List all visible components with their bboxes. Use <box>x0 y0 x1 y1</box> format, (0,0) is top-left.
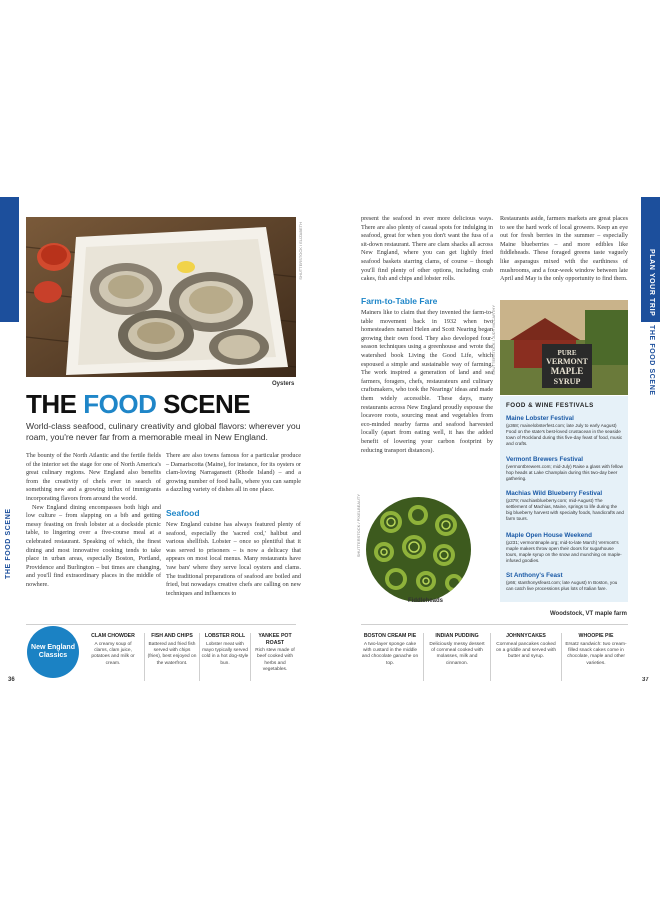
classic-name: YANKEE POT ROAST <box>258 633 292 646</box>
seafood-heading: Seafood <box>166 508 200 518</box>
maple-sign-line1: PURE <box>557 349 577 357</box>
side-tab-section: PLAN YOUR TRIP <box>648 249 655 317</box>
festival-name: Maple Open House Weekend <box>506 532 592 539</box>
title-part1: THE <box>26 389 84 419</box>
classic-name: JOHNNYCAKES <box>506 633 546 639</box>
classic-desc: Cornmeal pancakes cooked on a griddle and served with butter and syrup. <box>496 641 556 660</box>
classic-item <box>252 633 298 674</box>
page-number-left: 36 <box>8 677 15 683</box>
festival-item <box>506 415 624 447</box>
classic-name: LOBSTER ROLL <box>204 633 246 639</box>
festival-item <box>506 490 624 522</box>
festival-name: St Anthony's Feast <box>506 572 563 579</box>
festival-item <box>506 572 624 592</box>
maple-farm-photo <box>500 300 628 395</box>
maple-sign-line4: SYRUP <box>553 377 581 386</box>
classic-item <box>147 633 197 667</box>
maple-sign-line2: VERMONT <box>546 357 588 366</box>
farm-text: Mainers like to claim that they invented the farm-to-table movement back in 1932 when two homesteaders named Helen and Scott Nearing began growing their own food. They also developed four-season techniques using a greenhouse and wrote the watershed book Living the Good Life, which espoused a simple and sustainable way of farming. The work inspired a generation of land and sea farmers, foragers, chefs, restaurateurs and culinary craftsmakers, who took the Nearings' ideas and made them widely accessible. These days, many restaurants across New England proudly espouse the locavore roots, sourcing meat and vegetables from eco-minded nearby farms and seafood harvested locally (apart from eating well, it has the added benefit of lowering your carbon footprint by reducing transport distances). <box>361 309 493 454</box>
maple-caption: Woodstock, VT maple farm <box>550 611 627 617</box>
classic-divider <box>490 633 491 681</box>
side-tab-chapter: THE FOOD SCENE <box>5 508 12 579</box>
oysters-image <box>26 217 296 377</box>
classic-name: FISH AND CHIPS <box>151 633 193 639</box>
festival-detail: (p368; mainelobsterfest.com; late July to early August) Food on the state's best-loved crustacean in the seaside town of Rockland during this five-day feast of food, music and crafts. <box>506 422 623 446</box>
oysters-photo <box>26 217 296 377</box>
right-side-tab <box>641 197 660 677</box>
maple-sign-line3: MAPLE <box>550 366 584 376</box>
side-tab-highlight <box>0 197 19 322</box>
classic-item <box>361 633 419 667</box>
page-title <box>26 389 250 420</box>
festivals-heading: FOOD & WINE FESTIVALS <box>506 402 594 409</box>
classic-desc: Ersatz sandwich: two cream-filled snack cakes come in chocolate, maple and other varieties. <box>565 641 627 666</box>
oysters-photo-credit: SHUTTERSTOCK / ELIZABETH <box>298 222 303 280</box>
classic-desc: Lobster meat with mayo typically served cold in a hot dog-style bun. <box>201 641 249 666</box>
classic-desc: Deliciously messy dessert of cornmeal cooked with molasses, milk and cinnamon. <box>429 641 485 666</box>
classic-name: WHOOPIE PIE <box>578 633 614 639</box>
classic-item <box>200 633 250 667</box>
classic-item <box>565 633 627 667</box>
festival-detail: (p66; stanthonysfeast.com; late August) In Boston, you can catch live processions plus lots of Italian fare. <box>506 579 618 591</box>
classic-divider <box>561 633 562 681</box>
title-accent: FOOD <box>83 389 157 419</box>
text-column-1 <box>26 452 161 590</box>
classic-divider <box>423 633 424 681</box>
fiddleheads-image <box>366 497 471 602</box>
title-part2: SCENE <box>156 389 251 419</box>
festival-name: Vermont Brewers Festival <box>506 456 583 463</box>
classics-rule-right <box>361 624 628 625</box>
side-tab-chapter: THE FOOD SCENE <box>648 325 655 396</box>
side-tab-section: PLAN YOUR TRIP <box>5 414 12 482</box>
classics-badge: New England Classics <box>27 626 79 678</box>
fiddleheads-photo <box>366 497 471 602</box>
classic-desc: Battered and fried fish served with chips (fries), best enjoyed on the waterfront. <box>147 641 197 666</box>
festival-detail: (vermontbrewers.com; mid-July) Raise a glass with fellow hop heads at Lake Champlain during this two-day beer gathering. <box>506 463 623 481</box>
classic-desc: A two-layer sponge cake with custard in the middle and chocolate ganache on top. <box>361 641 419 666</box>
maple-farm-image <box>500 300 628 395</box>
maple-photo-credit: SHUTTERSTOCK / JUDY MCCARTHY <box>491 305 496 376</box>
classic-name: BOSTON CREAM PIE <box>363 633 417 639</box>
classic-name: CLAM CHOWDER <box>91 633 135 639</box>
text-column-2 <box>166 452 301 495</box>
festival-name: Machias Wild Blueberry Festival <box>506 490 603 497</box>
text-column-4: Restaurants aside, farmers markets are great places to see the hard work of local growers. Keep an eye out for fresh berries in the summer – especially Maine blueberries – and more edibles like fiddleheads. These foraged greens taste vaguely like asparagus mixed with the earthiness of mushrooms, and a four-week window between late April and May is the only opportunity to find them. <box>500 215 628 283</box>
classic-desc: A creamy soup of clams, clam juice, potatoes and milk or cream. <box>91 641 135 666</box>
seafood-text: New England cuisine has always featured plenty of seafood, especially the 'sacred cod,' halibut and various shellfish. Lobster – once so plentiful that it was served to prisoners – is now a delicacy that appears on most local menus. Many restaurants have 'raw bars' where they serve local oysters and clams. The traditional preparations of seafood are boiled and fried, but nowadays creative chefs are calling on new techniques and influences to <box>166 521 301 597</box>
fiddleheads-photo-credit: SHUTTERSTOCK / PIXELBEAUTY <box>356 494 361 558</box>
col1-paragraph: New England dining encompasses both high and low culture – from slapping on a bib and getting messy feasting on fresh lobster at a dockside picnic table, to lingering over a five-course meal at a celebrated restaurant. Speaking of which, the finest dining and most innovative cooking tends to take place in urban areas, especially Boston, Portland, Providence and Burlington – but times are changing, and you'll find extraordinary places in the middle of nowhere. <box>26 503 161 588</box>
classic-desc: Rich stew made of beef cooked with herbs and vegetables. <box>255 648 295 673</box>
festival-detail: (p379; machiasblueberry.com; mid-August) The settlement of Machias, Maine, springs to life during the big blueberry harvest with specialty foods, handicrafts and farm tours. <box>506 497 624 521</box>
classic-divider <box>250 633 251 681</box>
classic-divider <box>144 633 145 681</box>
fiddleheads-caption: Fiddleheads <box>408 598 444 604</box>
classic-item <box>428 633 486 667</box>
farm-heading: Farm-to-Table Fare <box>361 296 438 306</box>
festival-detail: (p231; vermontmaple.org; mid-to-late March) Vermont's maple makers throw open their doors for sugarhouse tours, maple syrup on the snow and munching on maple-infused goodies. <box>506 539 622 563</box>
col1-paragraph: The bounty of the North Atlantic and the fertile fields of the interior set the stage for one of North America's great culinary regions. New England also benefits from the creativity of chefs ever in search of something new and a growing influx of immigrants incorporating flavors from around the world. <box>26 452 161 502</box>
festivals-box <box>500 396 628 602</box>
classics-rule <box>26 624 296 625</box>
festival-item <box>506 532 624 564</box>
intro-text: World-class seafood, culinary creativity and global flavors: wherever you roam, you're never far from a memorable meal in New England. <box>26 421 301 442</box>
classic-item <box>495 633 557 661</box>
classic-name: INDIAN PUDDING <box>435 633 479 639</box>
classic-item <box>88 633 138 667</box>
festival-name: Maine Lobster Festival <box>506 415 574 422</box>
festival-item <box>506 456 624 482</box>
page-number-right: 37 <box>642 677 649 683</box>
text-column-3: present the seafood in ever more delicious ways. There are also plenty of casual spots for indulging in seafood, great for when you don't want the fuss of a sit-down restaurant. There are clam shacks all across New England, where you can get lightly fried seafood baskets starring clams, of course – though you'll find plenty of other options, including crab cakes, fish and chips and lobster rolls. <box>361 215 493 283</box>
col2-paragraph: There are also towns famous for a particular produce – Damariscotta (Maine), for instance, for its oysters or clam-loving Narragansett (Rhode Island) – and a growing number of food halls, where you can sample a dazzling variety of dishes all in one place. <box>166 452 301 494</box>
oysters-caption: Oysters <box>272 381 295 387</box>
left-side-tab <box>0 197 19 677</box>
